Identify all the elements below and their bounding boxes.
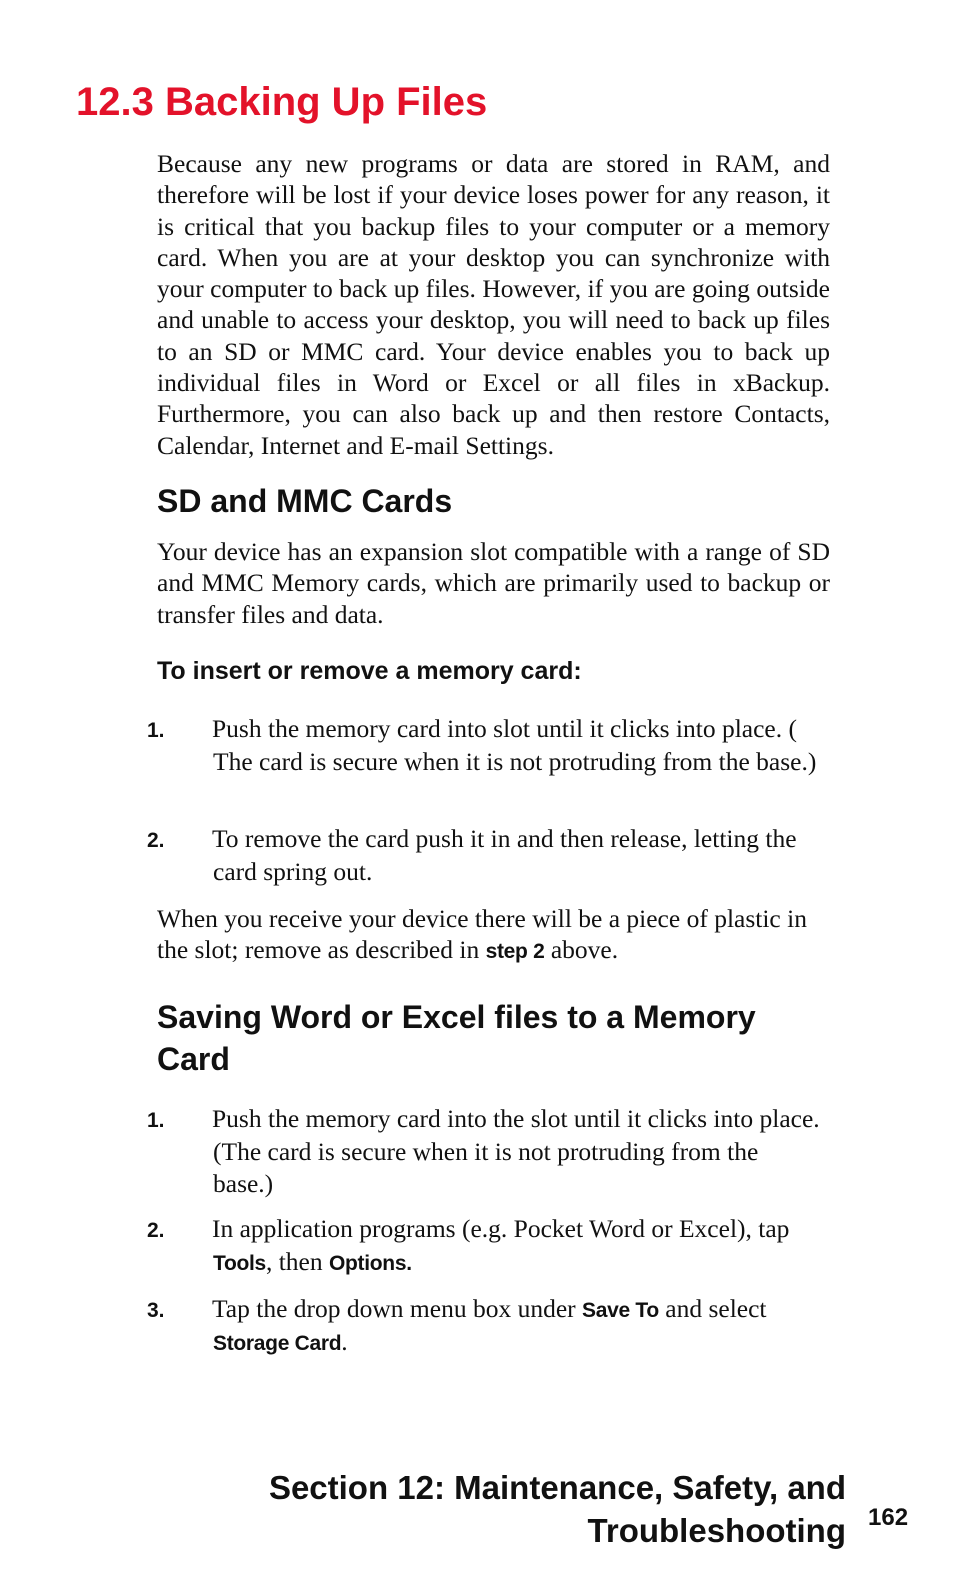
- intro-paragraph: Because any new programs or data are stored in RAM, and therefore will be lost if your device loses power for any reason, it is critical that you backup files to your computer or a memory card. When you are at your desktop you can synchronize with your computer to back up files. However, if you are going outside and unable to access your desktop, you will need to back up files to an SD or MMC card. Your device enables you to back up individual files in Word or Excel or all files in xBackup. Furthermore, you can also back up and then restore Contacts, Calendar, Internet and E-mail Settings.: [157, 149, 830, 460]
- options-keyword: Options.: [328, 1252, 412, 1276]
- saving-step-1-text-wrap: [147, 1103, 820, 1199]
- tools-keyword: Tools: [213, 1252, 266, 1276]
- saving-step-1: [147, 1103, 820, 1199]
- saving-step-2-text-before: In application programs (e.g. Pocket Word or Excel), tap: [212, 1214, 790, 1243]
- sd-note-block: [157, 903, 830, 968]
- page-number: 162: [868, 1504, 909, 1531]
- footer-section-line-1: Section 12: Maintenance, Safety, and: [268, 1469, 846, 1506]
- saving-step-2: [147, 1213, 820, 1280]
- save-to-keyword: Save To: [582, 1299, 659, 1322]
- page-title: 12.3 Backing Up Files: [76, 80, 488, 124]
- saving-step-1-text: Push the memory card into the slot until it clicks into place. (The card is secure when it is not protruding from the base.): [212, 1104, 820, 1198]
- saving-step-2-number: 2.: [147, 1219, 165, 1242]
- footer-section-title: [269, 1466, 846, 1552]
- sd-step-1-text: Push the memory card into slot until it clicks into place. ( The card is secure when it is not protruding from the base.): [212, 714, 817, 777]
- sd-section: [157, 480, 830, 522]
- saving-step-2-text-mid: , then: [265, 1247, 323, 1277]
- saving-step-3-text-before: Tap the drop down menu box under: [212, 1294, 576, 1323]
- saving-step-3: [147, 1293, 820, 1360]
- sd-step-2-text-wrap: [147, 823, 820, 888]
- storage-card-keyword: Storage Card: [213, 1332, 342, 1356]
- saving-step-3-text-wrap: [147, 1293, 820, 1360]
- saving-section-heading: Saving Word or Excel files to a Memory Card: [157, 999, 756, 1077]
- sd-note-text-after: above.: [550, 935, 619, 965]
- sd-step-2: [147, 823, 820, 888]
- intro-paragraph-block: [157, 148, 830, 461]
- sd-note-paragraph: [157, 903, 830, 968]
- saving-step-3-number: 3.: [147, 1299, 165, 1322]
- saving-section: [157, 996, 817, 1080]
- sd-step-1-text-wrap: [147, 713, 820, 778]
- saving-step-3-text-mid: and select: [665, 1294, 767, 1323]
- insert-remove-subheading: To insert or remove a memory card:: [157, 657, 582, 685]
- saving-step-1-number: 1.: [147, 1109, 165, 1132]
- sd-note-text-before: When you receive your device there will be a piece of plastic in the slot; remove as described in: [157, 904, 807, 965]
- sd-step-1-number: 1.: [147, 719, 165, 742]
- sd-step-2-number: 2.: [147, 829, 165, 852]
- saving-step-2-text-wrap: [147, 1213, 820, 1280]
- sd-step-2-text: To remove the card push it in and then release, letting the card spring out.: [212, 824, 797, 887]
- insert-remove-subheading-block: [157, 656, 830, 686]
- sd-body-block: [157, 536, 830, 630]
- sd-step-1: [147, 713, 820, 778]
- saving-step-3-text-after: .: [341, 1327, 348, 1357]
- sd-body-paragraph: Your device has an expansion slot compatible with a range of SD and MMC Memory cards, which are primarily used to backup or transfer files and data.: [157, 537, 830, 629]
- step-2-reference: step 2: [485, 940, 545, 964]
- sd-section-heading: SD and MMC Cards: [157, 483, 453, 519]
- footer-section-line-2: Troubleshooting: [587, 1512, 846, 1549]
